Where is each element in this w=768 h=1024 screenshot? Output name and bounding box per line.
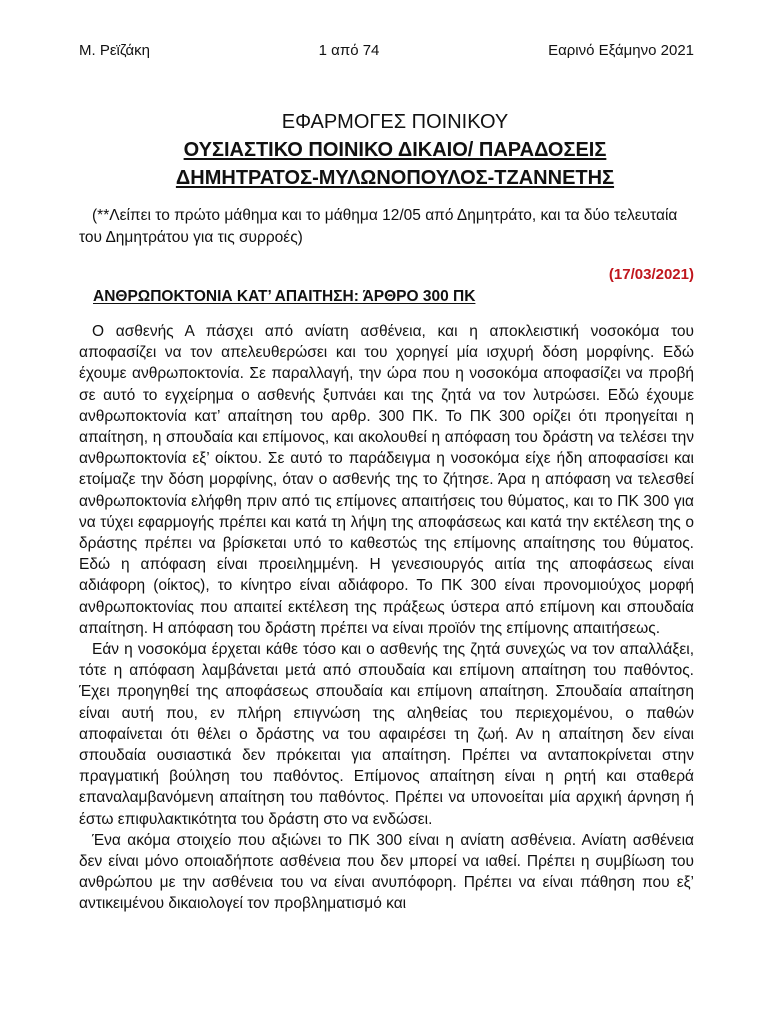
section-heading: ΑΝΘΡΩΠΟΚΤΟΝΙΑ ΚΑΤ’ ΑΠΑΙΤΗΣΗ: ΆΡΘΡΟ 300 ΠΚ (93, 288, 476, 305)
header-page-number: 1 από 74 (318, 42, 380, 59)
running-header (79, 42, 694, 59)
course-title: ΕΦΑΡΜΟΓΕΣ ΠΟΙΝΙΚΟΥ (281, 111, 509, 133)
missing-lectures-note: (**Λείπει το πρώτο μάθημα και το μάθημα 12/05 από Δημητράτο, και τα δύο τελευταία του Δημητράτου για τις συρροές) (79, 207, 678, 246)
header-semester: Εαρινό Εξάμηνο 2021 (548, 42, 694, 59)
paragraph-2: Εάν η νοσοκόμα έρχεται κάθε τόσο και ο ασθενής της ζητά συνεχώς να τον απαλλάξει, τότε η απόφαση λαμβάνεται μετά από σπουδαία και επίμονη απαίτηση του παθόντος. Έχει προηγηθεί της αποφάσεως σπουδαία και επίμονη απαίτηση. Σπουδαία απαίτηση είναι αυτή που, εν πλήρη επιγνώση της αληθείας του περιεχομένου, ο παθών αποφαίνεται ότι θέλει ο δράστης να του αφαιρέσει τη ζωή. Αν η απαίτηση δεν είναι σπουδαία ουσιαστικά δεν πρόκειται για απαίτηση. Πρέπει να ανταποκρίνεται στην πραγματική βούληση του παθόντος. Επίμονος απαίτηση είναι η ρητή και σταθερά επαναλαμβανόμενη απαίτηση του παθόντος. Πρέπει να υπονοείται μία αρχική άρνηση ή έστω επιφυλακτικότητα του δράστη στο να ενδώσει. (79, 641, 694, 828)
header-author: Μ. Ρεϊζάκη (79, 42, 150, 59)
body-text (79, 321, 694, 915)
paragraph-3: Ένα ακόμα στοιχείο που αξιώνει το ΠΚ 300 είναι η ανίατη ασθένεια. Ανίατη ασθένεια δεν είναι μόνο οποιαδήποτε ασθένεια που δεν μπορεί να ιαθεί. Πρέπει η συμβίωση του ανθρώπου με την ασθένεια του να είναι ανυπόφορη. Πρέπει να είναι πάθηση που εξ’ αντικειμένου δικαιολογεί τον προβληματισμό και (79, 831, 694, 913)
course-subtitle: ΟΥΣΙΑΣΤΙΚΟ ΠΟΙΝΙΚΟ ΔΙΚΑΙΟ/ ΠΑΡΑΔΟΣΕΙΣ (183, 139, 607, 161)
course-professors: ΔΗΜΗΤΡΑΤΟΣ-ΜΥΛΩΝΟΠΟΥΛΟΣ-ΤΖΑΝΝΕΤΗΣ (175, 167, 615, 189)
lecture-date: (17/03/2021) (608, 266, 694, 283)
paragraph-1: Ο ασθενής Α πάσχει από ανίατη ασθένεια, και η αποκλειστική νοσοκόμα του αποφασίζει να τον απελευθερώσει και του χορηγεί μία ισχυρή δόση μορφίνης. Εδώ έχουμε ανθρωποκτονία. Σε παραλλαγή, την ώρα που η νοσοκόμα αποφασίζει να προβή σε αυτό το εγχείρημα ο ασθενής ξυπνάει και της ζητά να τον λυτρώσει. Εδώ έχουμε ανθρωποκτονία κατ’ απαίτηση του αρθρ. 300 ΠΚ. Το ΠΚ 300 ορίζει ότι προηγείται η απαίτηση, η σπουδαία και επίμονος, και ακολουθεί η απόφαση του δράστη να τελέσει την ανθρωποκτονία εξ’ οίκτου. Σε αυτό το παράδειγμα η νοσοκόμα είχε ήδη αποφασίσει και ετοίμαζε την δόση μορφίνης, όταν ο ασθενής της το ζήτησε. Άρα η απόφαση να τελεσθεί ανθρωποκτονία ελήφθη πριν από τις επίμονες απαιτήσεις του θύματος, και το ΠΚ 300 για να τύχει εφαρμογής πρέπει και κατά τη λήψη της αποφάσεως και κατά την εκτέλεση της ο δράστης πρέπει να βρίσκεται υπό το καθεστώς της επίμονης απαίτησης του θύματος. Εδώ η απόφαση είναι προειλημμένη. Η γενεσιουργός αιτία της αποφάσεως είναι αδιάφορη (οίκτος), το κίνητρο είναι αδιάφορο. Το ΠΚ 300 είναι προνομιούχος μορφή ανθρωποκτονίας που απαιτεί εκτέλεση της πράξεως ύστερα από επίμονη και σπουδαία απαίτηση. Η απόφαση του δράστη πρέπει να είναι προϊόν της επίμονης απαιτήσεως. (79, 323, 694, 637)
title-block (0, 108, 768, 192)
